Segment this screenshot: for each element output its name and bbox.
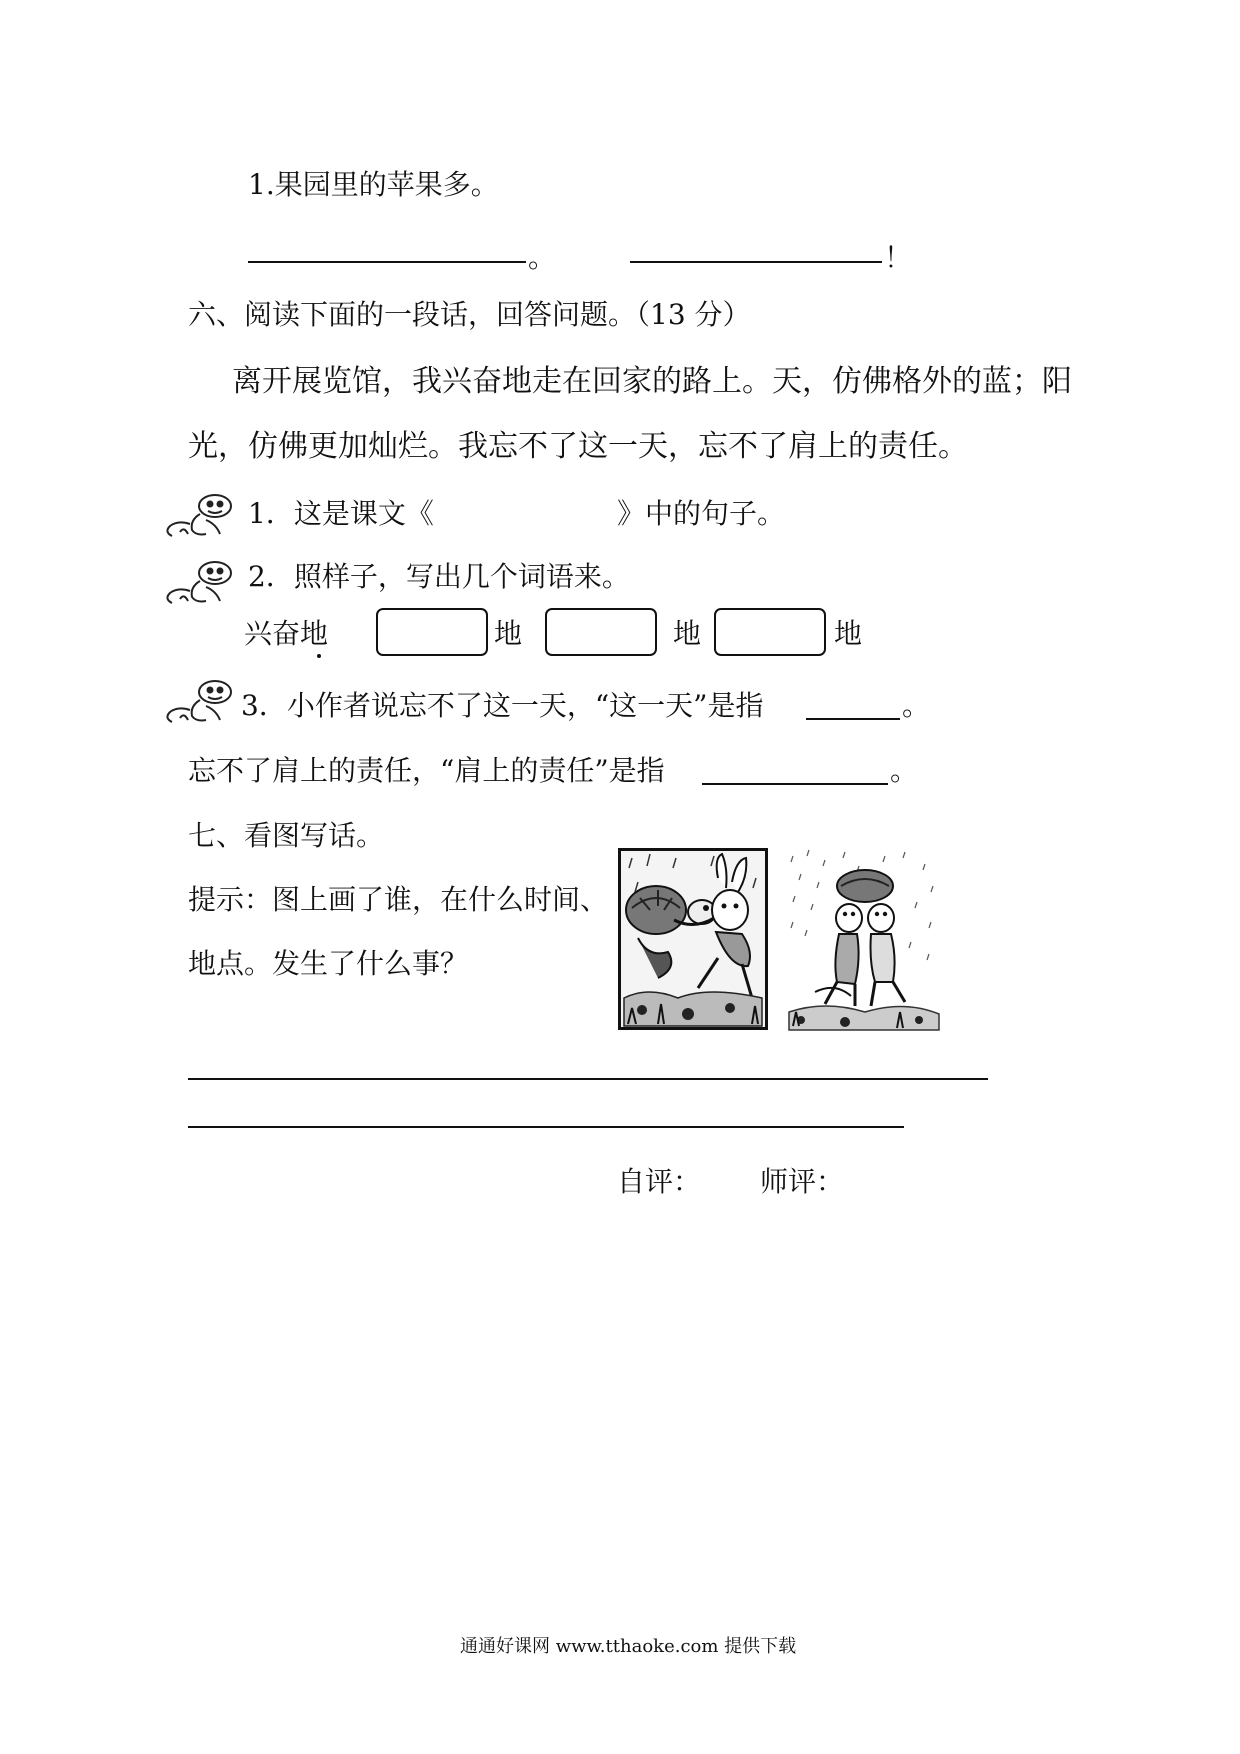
turtle-monkey-rain-picture [785,842,941,1032]
q5-blank-1-end: 。 [528,241,557,274]
footer-credit: 通通好课网 www.tthaoke.com 提供下载 [460,1636,797,1657]
q5-answer-blank-2[interactable] [630,261,882,263]
q1-text-before: 1．这是课文《 [248,497,434,530]
q1-answer-blank[interactable] [440,528,616,530]
passage-line-2: 光，仿佛更加灿烂。我忘不了这一天，忘不了肩上的责任。 [188,429,968,464]
writing-line-1[interactable] [188,1078,988,1080]
q2-prompt: 2．照样子，写出几个词语来。 [248,560,630,593]
writing-line-2[interactable] [188,1126,904,1128]
q3-line-2: 忘不了肩上的责任，“肩上的责任”是指 [188,754,665,787]
passage-line-1: 离开展览馆，我兴奋地走在回家的路上。天，仿佛格外的蓝；阳 [232,364,1072,399]
q2-answer-box-1[interactable] [376,608,488,656]
q2-suffix-2: 地 [673,617,702,650]
q2-answer-box-3[interactable] [714,608,826,656]
self-evaluation-label: 自评： [617,1165,702,1198]
teacher-evaluation-label: 师评： [760,1165,845,1198]
q3-line-2-end: 。 [890,754,919,787]
monkey-icon [160,676,238,726]
q5-blank-2-end: ！ [884,241,913,274]
emphasis-dot [317,654,321,658]
hint-line-1: 提示：图上画了谁，在什么时间、 [188,883,609,916]
q2-suffix-1: 地 [494,617,523,650]
monkey-icon [160,490,238,540]
q3-line-1-end: 。 [902,689,931,722]
q2-example-word: 兴奋地 [244,617,329,650]
q2-suffix-3: 地 [834,617,863,650]
turtle-rabbit-picture [618,848,768,1030]
q3-answer-blank-2[interactable] [702,783,888,785]
hint-line-2: 地点。发生了什么事？ [188,947,469,980]
q5-answer-blank-1[interactable] [248,261,526,263]
monkey-icon [160,557,238,607]
q1-text-after: 》中的句子。 [617,497,786,530]
q3-line-1: 3．小作者说忘不了这一天，“这一天”是指 [241,689,764,722]
q2-answer-box-2[interactable] [545,608,657,656]
section7-heading: 七、看图写话。 [188,819,385,852]
q5-item-1: 1.果园里的苹果多。 [248,168,499,201]
q3-answer-blank-1[interactable] [806,718,900,720]
section6-heading: 六、阅读下面的一段话，回答问题。（13 分） [188,298,751,331]
